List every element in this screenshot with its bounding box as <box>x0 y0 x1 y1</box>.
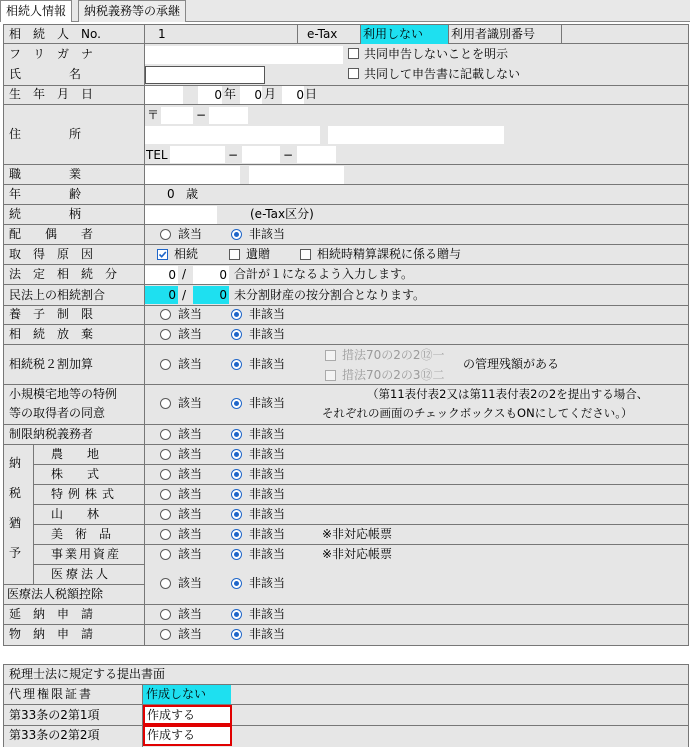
age-unit: 歳 <box>186 187 199 201</box>
birth-month-unit: 月 <box>264 87 277 101</box>
label-article33-2: 第33条の2第2項 <box>9 728 100 742</box>
legal-share-denominator[interactable]: 0 <box>193 266 229 284</box>
label-small-land-1: 小規模宅地等の特例 <box>9 387 118 401</box>
tab-heir-info[interactable]: 相続人情報 <box>0 0 72 22</box>
address-input-1[interactable] <box>145 126 320 144</box>
small-land-note-1: （第11表付表2又は第11表付表2の2を提出する場合、 <box>367 387 649 401</box>
occupation-input-2[interactable] <box>249 166 344 184</box>
etax-select[interactable]: 利用しない <box>361 25 448 44</box>
label-civil-share: 民法上の相続割合 <box>9 288 106 302</box>
label-medical-corp: 医療法人 <box>51 567 112 581</box>
joint-checkbox[interactable] <box>348 68 359 79</box>
in-kind-yes-radio[interactable] <box>160 629 171 640</box>
spouse-no-radio[interactable] <box>231 229 242 240</box>
acq-bequest-checkbox[interactable] <box>229 249 240 260</box>
zip-dash: − <box>196 108 207 122</box>
farmland-no-radio[interactable] <box>231 449 242 460</box>
tab-tax-succession[interactable]: 納税義務等の承継 <box>78 0 186 22</box>
label-article33-1: 第33条の2第1項 <box>9 708 100 722</box>
label-business-assets: 事業用資産 <box>51 547 122 561</box>
small-land-yes-radio[interactable] <box>160 398 171 409</box>
name-input[interactable] <box>145 66 265 84</box>
surcharge-opt2-checkbox[interactable] <box>325 370 336 381</box>
tel-input-1[interactable] <box>170 146 225 163</box>
special-stock-yes-radio[interactable] <box>160 489 171 500</box>
birth-day-unit: 日 <box>305 87 318 101</box>
business-no-radio[interactable] <box>231 549 242 560</box>
surcharge-yes-radio[interactable] <box>160 359 171 370</box>
acq-inherit-label: 相続 <box>174 247 199 261</box>
label-medical-deduction: 医療法人税額控除 <box>7 587 104 601</box>
civil-share-note: 未分割財産の按分割合となります。 <box>234 288 426 302</box>
label-in-kind: 物 納 申 請 <box>9 627 94 641</box>
civil-share-denominator[interactable]: 0 <box>193 286 229 304</box>
etax-label: e-Tax <box>307 27 338 41</box>
label-spouse: 配 偶 者 <box>9 227 94 241</box>
stock-no-radio[interactable] <box>231 469 242 480</box>
stock-no-label: 非該当 <box>249 467 286 481</box>
civil-share-slash: / <box>182 288 187 302</box>
business-unsupported-note: ※非対応帳票 <box>322 547 393 561</box>
acq-gift-checkbox[interactable] <box>300 249 311 260</box>
article33-1-select[interactable]: 作成する <box>143 705 232 725</box>
adoption-yes-label: 該当 <box>178 307 203 321</box>
in-kind-no-radio[interactable] <box>231 629 242 640</box>
label-forest: 山 林 <box>51 507 100 521</box>
in-kind-no-label: 非該当 <box>249 627 286 641</box>
special-stock-no-label: 非該当 <box>249 487 286 501</box>
adoption-no-label: 非該当 <box>249 307 286 321</box>
no-joint-checkbox[interactable] <box>348 48 359 59</box>
furigana-input[interactable] <box>145 46 343 64</box>
deferral-no-radio[interactable] <box>231 609 242 620</box>
label-deferral: 延 納 申 請 <box>9 607 94 621</box>
limited-no-label: 非該当 <box>249 427 286 441</box>
art-yes-label: 該当 <box>178 527 203 541</box>
label-tax-suspension: 納税猶予 <box>9 456 22 560</box>
legal-share-numerator[interactable]: 0 <box>145 266 178 284</box>
surcharge-note: の管理残額がある <box>463 357 560 371</box>
small-land-note-2: それぞれの画面のチェックボックスもONにしてください。） <box>322 406 633 420</box>
surcharge-opt1-checkbox[interactable] <box>325 350 336 361</box>
surcharge-no-label: 非該当 <box>249 357 286 371</box>
stock-yes-label: 該当 <box>178 467 203 481</box>
acq-bequest-label: 遺贈 <box>246 247 271 261</box>
birth-year-unit: 年 <box>224 87 237 101</box>
deferral-yes-label: 該当 <box>178 607 203 621</box>
tel-dash-2: − <box>283 148 294 162</box>
zip-mark: 〒 <box>147 108 160 122</box>
label-stock: 株 式 <box>51 467 100 481</box>
occupation-input-1[interactable] <box>145 166 240 184</box>
zip-input-2[interactable] <box>209 107 248 124</box>
renounce-no-radio[interactable] <box>231 329 242 340</box>
art-no-radio[interactable] <box>231 529 242 540</box>
renounce-yes-radio[interactable] <box>160 329 171 340</box>
adoption-no-radio[interactable] <box>231 309 242 320</box>
tel-input-2[interactable] <box>242 146 280 163</box>
label-age: 年 齢 <box>9 187 82 201</box>
surcharge-no-radio[interactable] <box>231 359 242 370</box>
label-relation: 続 柄 <box>9 207 82 221</box>
medical-no-radio[interactable] <box>231 578 242 589</box>
spouse-no-label: 非該当 <box>249 227 286 241</box>
acq-inherit-checkbox[interactable] <box>157 249 168 260</box>
proxy-certificate-select[interactable]: 作成しない <box>143 685 231 704</box>
article33-2-select[interactable]: 作成する <box>143 725 232 746</box>
forest-no-label: 非該当 <box>249 507 286 521</box>
adoption-yes-radio[interactable] <box>160 309 171 320</box>
business-yes-radio[interactable] <box>160 549 171 560</box>
spouse-yes-radio[interactable] <box>160 229 171 240</box>
tel-label: TEL <box>146 148 168 162</box>
limited-yes-label: 該当 <box>178 427 203 441</box>
label-small-land-2: 等の取得者の同意 <box>9 406 106 420</box>
label-occupation: 職 業 <box>9 167 82 181</box>
label-acquisition: 取 得 原 因 <box>9 247 94 261</box>
label-art: 美 術 品 <box>51 527 112 541</box>
special-stock-no-radio[interactable] <box>231 489 242 500</box>
deferral-yes-radio[interactable] <box>160 609 171 620</box>
label-birth: 生 年 月 日 <box>9 87 94 101</box>
heir-number: 1 <box>158 27 166 41</box>
label-surcharge: 相続税２割加算 <box>9 357 94 371</box>
forest-no-radio[interactable] <box>231 509 242 520</box>
small-land-no-radio[interactable] <box>231 398 242 409</box>
surcharge-opt1-label: 措法70の2の2⑫一 <box>342 348 445 362</box>
label-heir-number: 相 続 人 No. <box>9 27 101 41</box>
renounce-no-label: 非該当 <box>249 327 286 341</box>
label-adoption-limit: 養 子 制 限 <box>9 307 94 321</box>
medical-yes-radio[interactable] <box>160 578 171 589</box>
label-name: 氏 名 <box>9 67 82 81</box>
special-stock-yes-label: 該当 <box>178 487 203 501</box>
business-yes-label: 該当 <box>178 547 203 561</box>
joint-label: 共同して申告書に記載しない <box>364 67 521 81</box>
farmland-no-label: 非該当 <box>249 447 286 461</box>
farmland-yes-label: 該当 <box>178 447 203 461</box>
label-special-stock: 特例株式 <box>51 487 120 501</box>
label-legal-share: 法 定 相 続 分 <box>9 267 118 281</box>
forest-yes-radio[interactable] <box>160 509 171 520</box>
relation-note: (e-Tax区分) <box>250 207 314 221</box>
label-address: 住 所 <box>9 127 82 141</box>
stock-yes-radio[interactable] <box>160 469 171 480</box>
legal-share-slash: / <box>182 267 187 281</box>
relation-input[interactable] <box>145 206 217 224</box>
small-land-yes-label: 該当 <box>178 396 203 410</box>
age-value: 0 <box>167 187 175 201</box>
art-no-label: 非該当 <box>249 527 286 541</box>
in-kind-yes-label: 該当 <box>178 627 203 641</box>
tel-input-3[interactable] <box>297 146 336 163</box>
renounce-yes-label: 該当 <box>178 327 203 341</box>
documents-title: 税理士法に規定する提出書面 <box>9 667 166 681</box>
tel-dash-1: − <box>228 148 239 162</box>
acq-gift-label: 相続時精算課税に係る贈与 <box>317 247 462 261</box>
medical-yes-label: 該当 <box>178 576 203 590</box>
label-furigana: フ リ ガ ナ <box>9 47 94 61</box>
small-land-no-label: 非該当 <box>249 396 286 410</box>
no-joint-label: 共同申告しないことを明示 <box>364 47 509 61</box>
forest-yes-label: 該当 <box>178 507 203 521</box>
art-unsupported-note: ※非対応帳票 <box>322 527 393 541</box>
art-yes-radio[interactable] <box>160 529 171 540</box>
address-input-2[interactable] <box>328 126 504 144</box>
civil-share-numerator[interactable]: 0 <box>145 286 178 304</box>
medical-no-label: 非該当 <box>249 576 286 590</box>
deferral-no-label: 非該当 <box>249 607 286 621</box>
farmland-yes-radio[interactable] <box>160 449 171 460</box>
birth-day-input[interactable]: 0 <box>282 86 304 104</box>
limited-no-radio[interactable] <box>231 429 242 440</box>
etax-user-id-label: 利用者識別番号 <box>451 27 536 41</box>
surcharge-opt2-label: 措法70の2の3⑫二 <box>342 368 445 382</box>
surcharge-yes-label: 該当 <box>178 357 203 371</box>
birth-era-input[interactable] <box>145 86 183 104</box>
business-no-label: 非該当 <box>249 547 286 561</box>
zip-input-1[interactable] <box>161 107 193 124</box>
label-renounce: 相 続 放 棄 <box>9 327 94 341</box>
limited-yes-radio[interactable] <box>160 429 171 440</box>
birth-year-input[interactable]: 0 <box>198 86 222 104</box>
label-proxy-certificate: 代理権限証書 <box>9 687 94 701</box>
label-farmland: 農 地 <box>51 447 100 461</box>
label-limited-taxpayer: 制限納税義務者 <box>9 427 94 441</box>
spouse-yes-label: 該当 <box>178 227 203 241</box>
legal-share-note: 合計が１になるよう入力します。 <box>234 267 414 281</box>
birth-month-input[interactable]: 0 <box>240 86 262 104</box>
